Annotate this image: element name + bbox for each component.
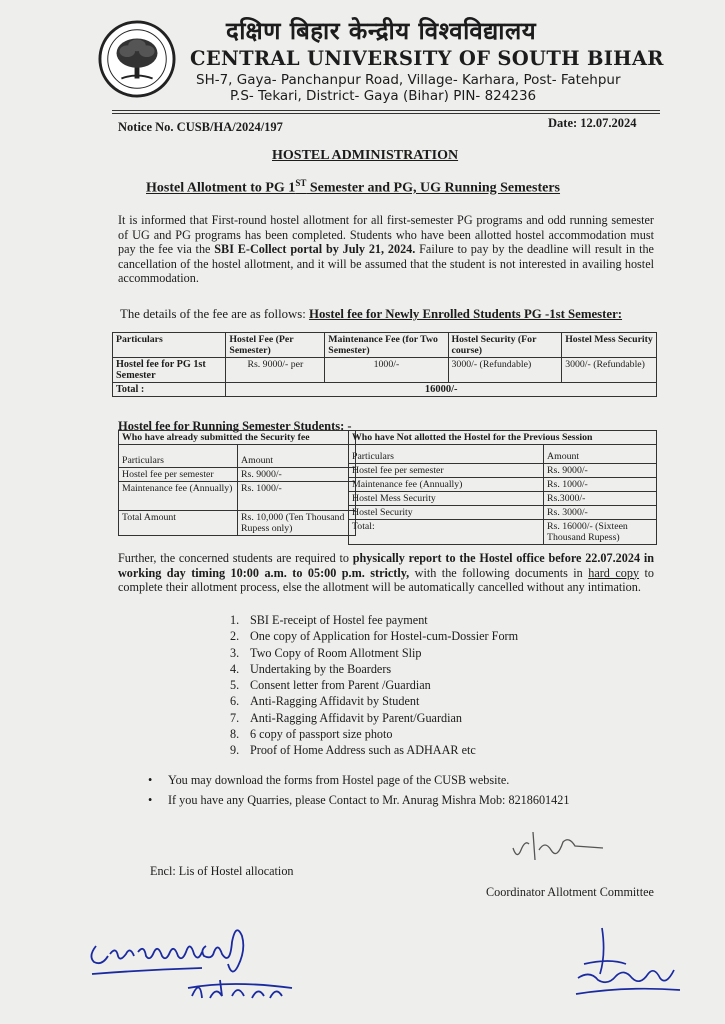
not-allotted-table bbox=[348, 430, 657, 545]
list-item: 3. Two Copy of Room Allotment Slip bbox=[230, 645, 422, 660]
table-row bbox=[349, 506, 657, 520]
total-label: Total Amount bbox=[119, 511, 238, 536]
address-line-2: P.S- Tekari, District- Gaya (Bihar) PIN- 824236 bbox=[230, 88, 537, 104]
list-item: 1. SBI E-receipt of Hostel fee payment bbox=[230, 613, 428, 627]
university-logo bbox=[98, 20, 176, 98]
table-row bbox=[349, 492, 657, 506]
table-total-row bbox=[349, 520, 657, 545]
signatory-title: Coordinator Allotment Committee bbox=[486, 885, 654, 899]
table-cell: Hostel fee for PG 1st Semester bbox=[113, 358, 226, 383]
table-header-cell: Amount bbox=[238, 445, 356, 468]
table-row bbox=[349, 478, 657, 492]
table-cell: Hostel Security bbox=[349, 506, 544, 520]
table-row bbox=[349, 464, 657, 478]
running-fee-heading: Hostel fee for Running Semester Students: - bbox=[118, 419, 352, 433]
handwritten-signature bbox=[82, 916, 302, 1006]
table-cell: Rs.3000/- bbox=[544, 492, 657, 506]
total-value: 16000/- bbox=[226, 383, 657, 397]
table-title: Who have already submitted the Security fee bbox=[119, 431, 356, 445]
table-row bbox=[119, 482, 356, 511]
total-label: Total : bbox=[113, 383, 226, 397]
table-cell: 3000/- (Refundable) bbox=[562, 358, 657, 383]
list-item: 4. Undertaking by the Boarders bbox=[230, 661, 392, 676]
notice-date: Date: 12.07.2024 bbox=[548, 116, 637, 130]
table-title: Who have Not allotted the Hostel for the Previous Session bbox=[349, 431, 657, 445]
stamp-signature bbox=[570, 924, 690, 1010]
table-header-row bbox=[119, 445, 356, 468]
table-cell: Maintenance fee (Annually) bbox=[349, 478, 544, 492]
reporting-paragraph: Further, the concerned students are required to physically report to the Hostel office before 22.07.2024 in working day timing 10:00 a.m. to 05:00 p.m. strictly, with the following documents in hard copy to complete their allotment process, else the allotment will be automatically cancelled without any intimation. bbox=[118, 551, 654, 595]
enclosure-note: Encl: Lis of Hostel allocation bbox=[150, 864, 294, 878]
table-header-cell: Particulars bbox=[113, 333, 226, 358]
intro-paragraph: It is informed that First-round hostel allotment for all first-semester PG programs and odd running semester of UG and PG programs has been completed. Students who have been allotted hostel accommodation must pay the fee via the SBI E-Collect portal by July 21, 2024. Failure to pay by the deadline will result in the cancellation of the hostel allotment, and it will be assumed that the student is not interested in availing hostel accommodation. bbox=[118, 213, 654, 286]
documents-list bbox=[230, 612, 518, 759]
table-total-row bbox=[113, 383, 657, 397]
table-cell: Maintenance fee (Annually) bbox=[119, 482, 238, 511]
table-header-cell: Particulars bbox=[349, 445, 544, 464]
header-divider bbox=[112, 110, 660, 111]
table-header-cell: Hostel Security (For course) bbox=[448, 333, 562, 358]
list-item: 8. 6 copy of passport size photo bbox=[230, 727, 393, 742]
university-name: CENTRAL UNIVERSITY OF SOUTH BIHAR bbox=[190, 47, 664, 70]
table-cell: Hostel fee per semester bbox=[119, 468, 238, 482]
table-header-cell: Hostel Fee (Per Semester) bbox=[226, 333, 325, 358]
table-title-row bbox=[349, 431, 657, 445]
security-submitted-table bbox=[118, 430, 356, 536]
list-item: 9. Proof of Home Address such as ADHAAR etc bbox=[230, 743, 476, 758]
table-row bbox=[113, 358, 657, 383]
table-total-row bbox=[119, 511, 356, 536]
list-item: 2. One copy of Application for Hostel-cum-Dossier Form bbox=[230, 629, 519, 644]
address-line-1: SH-7, Gaya- Panchanpur Road, Village- Karhara, Post- Fatehpur bbox=[196, 72, 621, 88]
university-name-hindi: दक्षिण बिहार केन्द्रीय विश्वविद्यालय bbox=[226, 17, 537, 45]
list-item: • If you have any Quarries, please Contact to Mr. Anurag Mishra Mob: 8218601421 bbox=[148, 790, 569, 810]
table-row bbox=[119, 468, 356, 482]
list-item: 7. Anti-Ragging Affidavit by Parent/Guardian bbox=[230, 710, 463, 725]
table-cell: Rs. 1000/- bbox=[544, 478, 657, 492]
coordinator-signature bbox=[505, 820, 615, 870]
table-header-row bbox=[349, 445, 657, 464]
notice-number: Notice No. CUSB/HA/2024/197 bbox=[118, 120, 283, 134]
table-cell: Rs. 9000/- per bbox=[226, 358, 325, 383]
list-item: 6. Anti-Ragging Affidavit by Student bbox=[230, 694, 420, 709]
notes-list bbox=[148, 770, 569, 810]
table-title-row bbox=[119, 431, 356, 445]
table-cell: Hostel Mess Security bbox=[349, 492, 544, 506]
table-header-cell: Hostel Mess Security bbox=[562, 333, 657, 358]
list-item: 5. Consent letter from Parent /Guardian bbox=[230, 678, 431, 693]
total-value: Rs. 10,000 (Ten Thousand Rupess only) bbox=[238, 511, 356, 536]
department-heading: HOSTEL ADMINISTRATION bbox=[272, 148, 459, 163]
table-header-cell: Maintenance Fee (for Two Semester) bbox=[325, 333, 448, 358]
table-cell: Rs. 9000/- bbox=[544, 464, 657, 478]
list-item: • You may download the forms from Hostel page of the CUSB website. bbox=[148, 770, 569, 790]
fee-intro: The details of the fee are as follows: Hostel fee for Newly Enrolled Students PG -1st Semester: bbox=[120, 307, 623, 321]
new-students-fee-table bbox=[112, 332, 657, 397]
table-cell: Rs. 1000/- bbox=[238, 482, 356, 511]
total-value: Rs. 16000/- (Sixteen Thousand Rupess) bbox=[544, 520, 657, 545]
table-header-cell: Amount bbox=[544, 445, 657, 464]
table-header-row bbox=[113, 333, 657, 358]
header-divider-thin bbox=[112, 113, 660, 114]
table-cell: 1000/- bbox=[325, 358, 448, 383]
table-cell: 3000/- (Refundable) bbox=[448, 358, 562, 383]
table-cell: Rs. 9000/- bbox=[238, 468, 356, 482]
table-header-cell: Particulars bbox=[119, 445, 238, 468]
total-label: Total: bbox=[349, 520, 544, 545]
table-cell: Hostel fee per semester bbox=[349, 464, 544, 478]
notice-subject: Hostel Allotment to PG 1ST Semester and PG, UG Running Semesters bbox=[146, 178, 561, 196]
table-cell: Rs. 3000/- bbox=[544, 506, 657, 520]
